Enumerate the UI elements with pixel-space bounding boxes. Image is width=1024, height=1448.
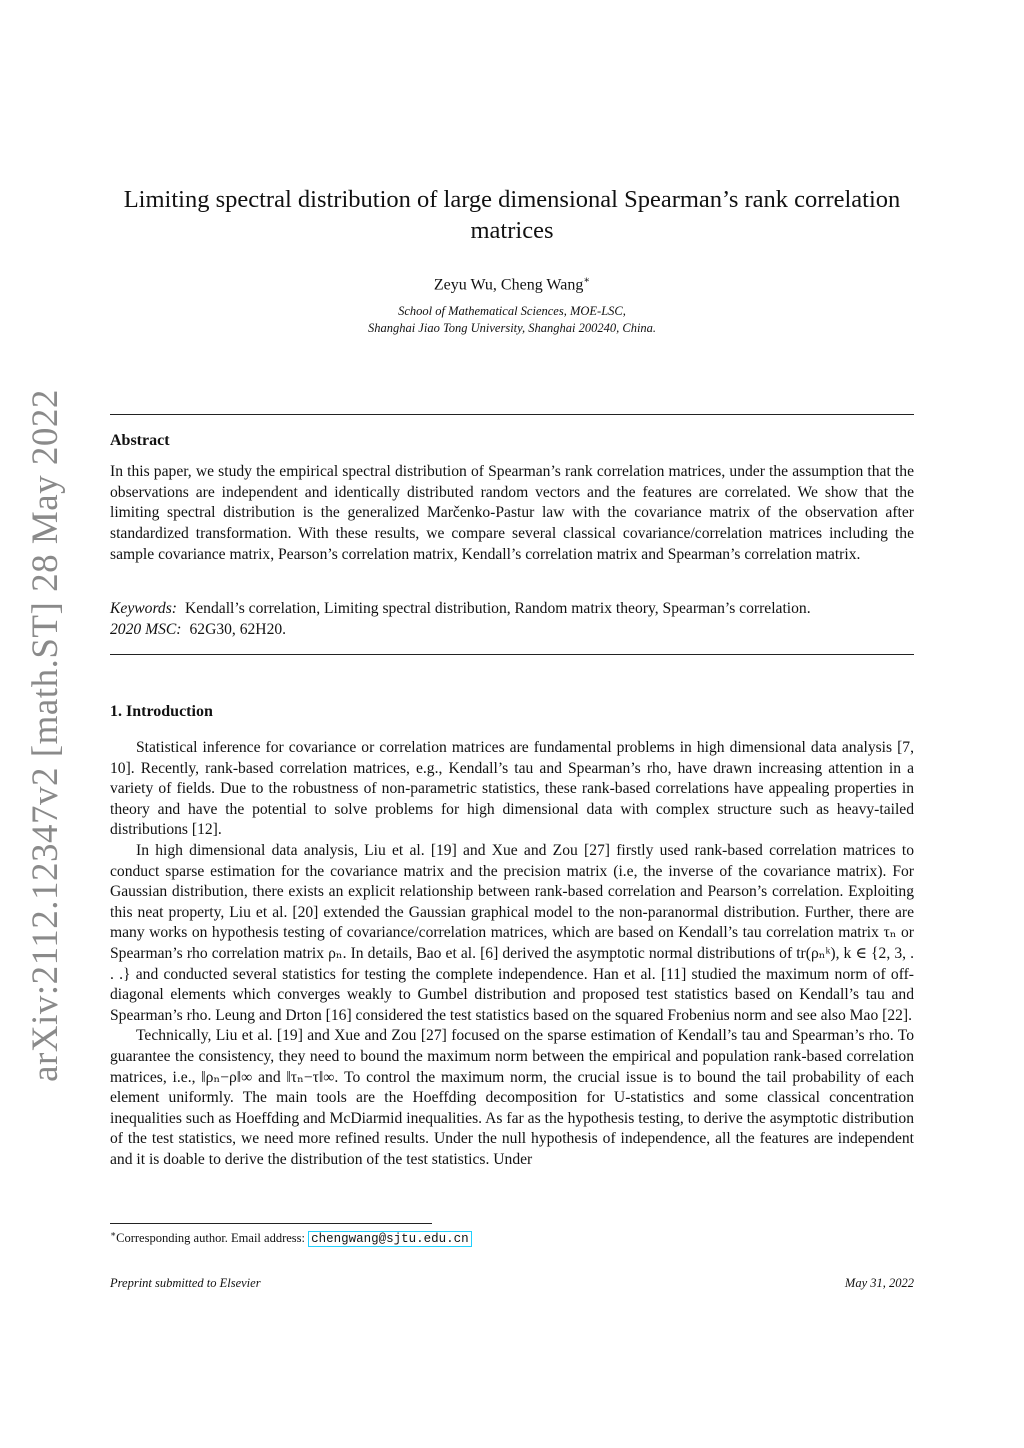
- email-link[interactable]: chengwang@sjtu.edu.cn: [308, 1231, 472, 1247]
- paper-title: Limiting spectral distribution of large dimensional Spearman’s rank correlation matrices: [123, 186, 901, 244]
- footnote: [110, 1229, 472, 1246]
- intro-paragraph: Technically, Liu et al. [19] and Xue and Zou [27] focused on the sparse estimation of Kendall’s tau and Spearman’s rho. To guarantee the consistency, they need to bound the maximum norm between the empirical and population rank-based correlation matrices, i.e., ‖ρₙ−ρ‖∞ and ‖τₙ−τ‖∞. To control the maximum norm, the crucial issue is to bound the tail probability of each element uniformly. The main tools are the Hoeffding decomposition for U-statistics and some classical concentration inequalities such as Hoeffding and McDiarmid inequalities. As far as the hypothesis testing, to derive the asymptotic distribution of the test statistics, we need more refined results. Under the null hypothesis of independence, all the features are independent and it is doable to derive the distribution of the test statistics. Under: [110, 1027, 914, 1168]
- keywords-line: [110, 598, 914, 619]
- footer-preprint-note: Preprint submitted to Elsevier: [110, 1276, 261, 1290]
- arxiv-id-text: arXiv:2112.12347v2 [math.ST] 28 May 2022: [24, 388, 66, 1082]
- affiliation-line-2: Shanghai Jiao Tong University, Shanghai 200240, China.: [367, 321, 657, 335]
- affiliation: [110, 303, 914, 337]
- keywords-value: Kendall’s correlation, Limiting spectral distribution, Random matrix theory, Spearman’s correlation.: [185, 600, 811, 617]
- msc-line: [110, 619, 914, 640]
- introduction-body: [110, 738, 914, 1170]
- authors: [110, 275, 914, 294]
- abstract-top-rule: [110, 414, 914, 415]
- intro-paragraph: Statistical inference for covariance or correlation matrices are fundamental problems in high dimensional data analysis [7, 10]. Recently, rank-based correlation matrices, e.g., Kendall’s tau and Spearman’s rho, have drawn increasing attention in a variety of fields. Due to the robustness of non-parametric statistics, these rank-based correlations have appealing properties in theory and have the potential to solve problems for high dimensional data with complex structure such as heavy-tailed distributions [12].: [110, 739, 914, 839]
- affiliation-line-1: School of Mathematical Sciences, MOE-LSC,: [398, 304, 626, 318]
- msc-label: 2020 MSC:: [110, 621, 182, 638]
- footer-date: May 31, 2022: [844, 1276, 914, 1290]
- keywords-block: [110, 598, 914, 640]
- footnote-mark: ∗: [110, 1229, 117, 1239]
- keywords-label: Keywords:: [110, 600, 177, 617]
- author-names: Zeyu Wu, Cheng Wang: [433, 276, 584, 294]
- footnote-rule: [110, 1223, 432, 1224]
- abstract-heading: Abstract: [110, 432, 170, 449]
- abstract-bottom-rule: [110, 654, 914, 655]
- abstract-text: In this paper, we study the empirical spectral distribution of Spearman’s rank correlation matrices, under the assumption that the observations are independent and identically distributed random vectors and the features are correlated. We show that the limiting spectral distribution is the generalized Marčenko-Pastur law with the covariance matrix of the observation after standardized transformation. With these results, we compare several classical covariance/correlation matrices including the sample covariance matrix, Pearson’s correlation matrix, Kendall’s correlation matrix and Spearman’s correlation matrix.: [110, 463, 914, 563]
- footnote-text: Corresponding author. Email address:: [116, 1231, 309, 1245]
- author-mark: ∗: [583, 275, 591, 286]
- section-heading-introduction: 1. Introduction: [110, 703, 213, 720]
- msc-value: 62G30, 62H20.: [189, 621, 287, 638]
- arxiv-stamp: [10, 388, 80, 1082]
- intro-paragraph: In high dimensional data analysis, Liu et al. [19] and Xue and Zou [27] firstly used rank-based correlation matrices to conduct sparse estimation for the covariance matrix and the precision matrix (i.e, the inverse of the covariance matrix). For Gaussian distribution, there exists an explicit relationship between rank-based correlation and Pearson’s correlation. Exploiting this neat property, Liu et al. [20] extended the Gaussian graphical model to the non-paranormal distribution. Further, there are many works on hypothesis testing of covariance/correlation matrices, which are based on Kendall’s tau correlation matrix τₙ or Spearman’s rho correlation matrix ρₙ. In details, Bao et al. [6] derived the asymptotic normal distributions of tr(ρₙᵏ), k ∈ {2, 3, . . .} and conducted several statistics for testing the complete independence. Han et al. [11] studied the maximum norm of off-diagonal elements which converges weakly to Gumbel distribution and proposed test statistics based on Kendall’s tau and Spearman’s rho. Leung and Drton [16] considered the test statistics based on the squared Frobenius norm and see also Mao [22].: [110, 841, 914, 1024]
